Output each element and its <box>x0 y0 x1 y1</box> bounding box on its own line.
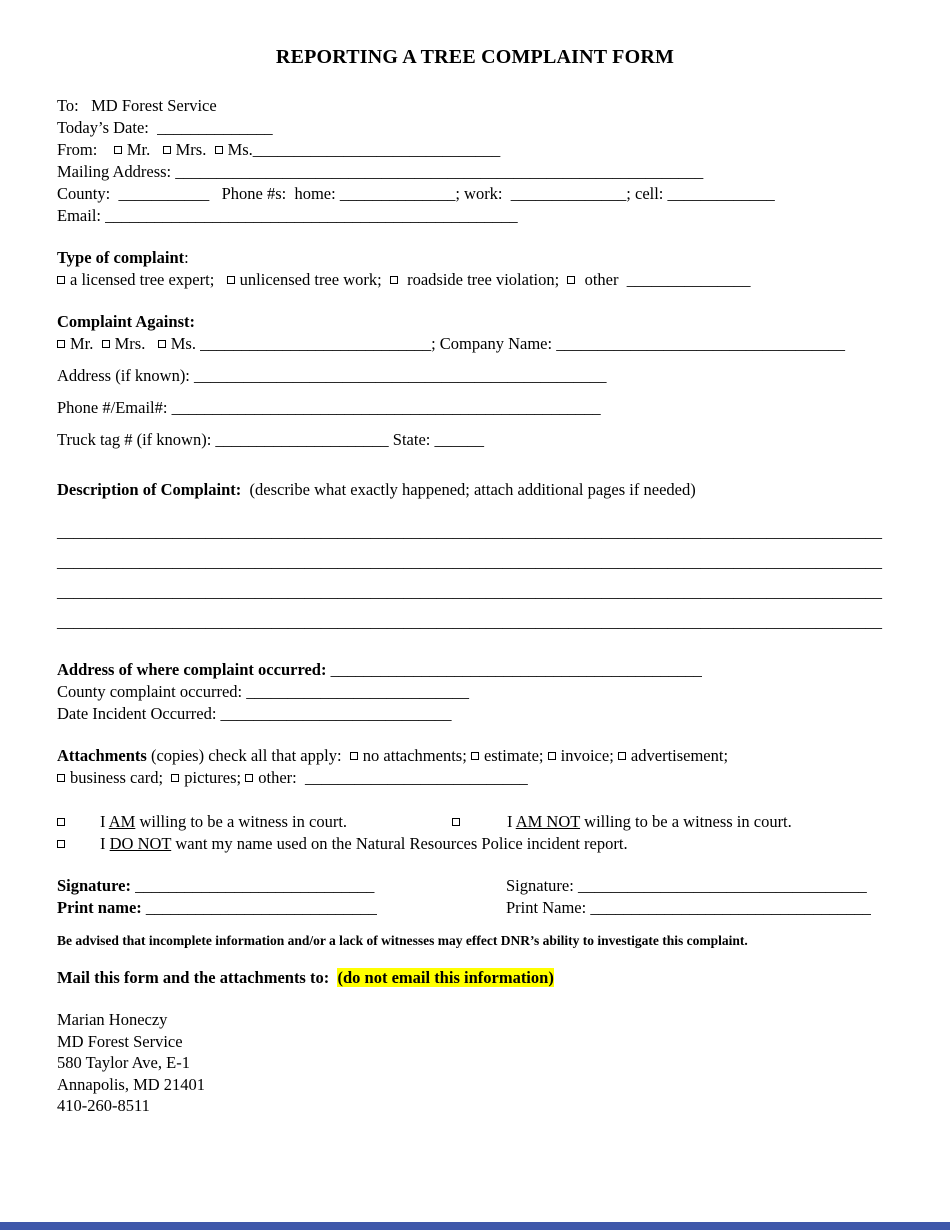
print-name-left-label: Print name: <box>57 898 146 917</box>
county-label: County: <box>57 184 119 203</box>
cell-phone-field[interactable]: _____________ <box>667 184 775 203</box>
form-title: REPORTING A TREE COMPLAINT FORM <box>275 46 675 68</box>
company-name-label: ; Company Name: <box>431 334 557 353</box>
business-card-checkbox[interactable] <box>57 774 65 782</box>
complaint-against-heading <box>57 311 893 333</box>
attachments-other-checkbox[interactable] <box>245 774 253 782</box>
attachments-line-2 <box>57 767 893 789</box>
incident-date-label: Date Incident Occurred: <box>57 704 221 723</box>
to-line <box>57 95 893 117</box>
attachments-other-label: other: <box>258 768 305 787</box>
contact-org <box>57 1031 893 1053</box>
estimate-checkbox[interactable] <box>471 752 479 760</box>
work-phone-label: ; work: <box>455 184 511 203</box>
description-heading-label: Description of Complaint: <box>57 480 242 499</box>
contact-name <box>57 1009 893 1031</box>
donot-post-label: want my name used on the Natural Resources Police incident report. <box>171 834 628 853</box>
against-address-label: Address (if known): <box>57 366 195 385</box>
do-not-email-highlight: (do not email this information) <box>337 968 554 987</box>
occurrence-address-field[interactable]: _____________________________________________ <box>330 660 702 679</box>
occurrence-county-field[interactable]: ___________________________ <box>246 682 469 701</box>
do-not-use-name-line <box>57 833 893 855</box>
work-phone-field[interactable]: ______________ <box>510 184 627 203</box>
occurrence-address-label: Address of where complaint occurred: <box>57 660 331 679</box>
occurrence-county-label: County complaint occurred: <box>57 682 247 701</box>
invoice-label: invoice; <box>560 746 618 765</box>
against-ms-checkbox[interactable] <box>158 340 166 348</box>
company-name-field[interactable]: ___________________________________ <box>556 334 845 353</box>
mailing-address-label: Mailing Address: <box>57 162 176 181</box>
type-options-line <box>57 269 893 291</box>
county-phones-line <box>57 183 893 205</box>
against-ms-label: Ms. <box>170 334 201 353</box>
attachments-line-1 <box>57 745 893 767</box>
description-line-1[interactable] <box>57 517 893 547</box>
from-ms-checkbox[interactable] <box>215 146 223 154</box>
contact-street <box>57 1052 893 1074</box>
mailing-address-block <box>57 1009 893 1117</box>
mail-instruction-line <box>57 967 893 989</box>
against-phone-label: Phone #/Email#: <box>57 398 172 417</box>
home-phone-field[interactable]: ______________ <box>339 184 456 203</box>
description-heading-line <box>57 479 893 501</box>
pictures-label: pictures; <box>184 768 246 787</box>
description-rule-4: ____________________________________________________________________________________________________ <box>57 612 882 631</box>
contact-name-text: Marian Honeczy <box>57 1010 168 1029</box>
witness-line <box>57 811 893 833</box>
truck-tag-field[interactable]: _____________________ <box>215 430 389 449</box>
state-field[interactable]: ______ <box>434 430 484 449</box>
estimate-label: estimate; <box>483 746 548 765</box>
invoice-checkbox[interactable] <box>548 752 556 760</box>
advertisement-label: advertisement; <box>630 746 729 765</box>
licensed-expert-checkbox[interactable] <box>57 276 65 284</box>
description-rule-3: ____________________________________________________________________________________________________ <box>57 582 882 601</box>
amnot-pre-label: I <box>507 812 516 831</box>
roadside-violation-checkbox[interactable] <box>390 276 398 284</box>
print-name-right-label: Print Name: <box>506 898 591 917</box>
type-heading-colon: : <box>184 248 189 267</box>
description-line-2[interactable] <box>57 547 893 577</box>
truck-tag-line <box>57 429 893 451</box>
signature-right-label: Signature: <box>506 876 578 895</box>
attachments-other-field[interactable]: ___________________________ <box>304 768 528 787</box>
incident-date-field[interactable]: ____________________________ <box>220 704 452 723</box>
against-mr-checkbox[interactable] <box>57 340 65 348</box>
against-phone-line <box>57 397 893 419</box>
county-field[interactable]: ___________ <box>118 184 210 203</box>
type-of-complaint-heading <box>57 247 893 269</box>
print-name-field-right[interactable]: __________________________________ <box>590 898 871 917</box>
advisory-notice <box>57 931 893 951</box>
witness-am-segment <box>57 811 452 833</box>
from-line <box>57 139 893 161</box>
today-date-field[interactable]: ______________ <box>157 118 273 137</box>
print-name-row <box>57 897 893 919</box>
attachments-intro: (copies) check all that apply: <box>146 746 350 765</box>
state-label: State: <box>388 430 435 449</box>
print-left-segment <box>57 897 506 919</box>
contact-city-text: Annapolis, MD 21401 <box>57 1074 206 1094</box>
from-mr-checkbox[interactable] <box>114 146 122 154</box>
complaint-against-heading-label: Complaint Against: <box>57 312 195 331</box>
description-hint: (describe what exactly happened; attach additional pages if needed) <box>241 480 696 499</box>
type-other-checkbox[interactable] <box>567 276 575 284</box>
against-name-line <box>57 333 893 355</box>
type-heading-label: Type of complaint <box>57 248 185 267</box>
against-mrs-checkbox[interactable] <box>102 340 110 348</box>
advertisement-checkbox[interactable] <box>618 752 626 760</box>
attachments-heading-label: Attachments <box>57 746 147 765</box>
occurrence-address-line <box>57 659 893 681</box>
mail-instruction-label: Mail this form and the attachments to <box>57 968 324 987</box>
roadside-violation-label: roadside tree violation; <box>402 270 568 289</box>
signature-row <box>57 875 893 897</box>
signature-left-segment <box>57 875 506 897</box>
contact-city <box>57 1074 893 1096</box>
from-label: From: <box>57 140 114 159</box>
unlicensed-work-checkbox[interactable] <box>227 276 235 284</box>
phones-home-label: Phone #s: home: <box>209 184 340 203</box>
bottom-blue-bar <box>0 1222 950 1230</box>
amnot-word-label: AM NOT <box>515 812 581 831</box>
signature-left-label: Signature: <box>57 876 136 895</box>
am-not-witness-checkbox[interactable] <box>452 818 460 826</box>
type-other-field[interactable]: _______________ <box>626 270 751 289</box>
mailing-address-line <box>57 161 893 183</box>
donot-word-label: DO NOT <box>109 834 172 853</box>
against-mr-label: Mr. <box>70 334 102 353</box>
today-date-label: Today’s Date: <box>57 118 158 137</box>
am-pre-label: I <box>100 812 109 831</box>
to-label: To: MD Forest Service <box>57 96 217 115</box>
description-line-4[interactable] <box>57 607 893 637</box>
pictures-checkbox[interactable] <box>171 774 179 782</box>
contact-street-text: 580 Taylor Ave, E-1 <box>57 1053 190 1072</box>
from-mrs-checkbox[interactable] <box>163 146 171 154</box>
signature-field-right[interactable]: ___________________________________ <box>577 876 867 895</box>
unlicensed-work-label: unlicensed tree work; <box>239 270 390 289</box>
from-name-field[interactable]: ______________________________ <box>252 140 501 159</box>
against-phone-email-field[interactable]: ____________________________________________________ <box>171 398 601 417</box>
from-mrs-label: Mrs. <box>175 140 215 159</box>
email-label: Email: <box>57 206 106 225</box>
incident-date-line <box>57 703 893 725</box>
against-mrs-label: Mrs. <box>114 334 158 353</box>
advisory-notice-text: Be advised that incomplete information and/or a lack of witnesses may effect DNR’s ability to investigate this complaint. <box>57 933 748 948</box>
date-line <box>57 117 893 139</box>
description-rule-1: ____________________________________________________________________________________________________ <box>57 522 882 541</box>
signature-field-left[interactable]: _____________________________ <box>135 876 375 895</box>
mailing-address-field[interactable]: ________________________________________________________________ <box>175 162 704 181</box>
contact-org-text: MD Forest Service <box>57 1031 183 1051</box>
truck-tag-label: Truck tag # (if known): <box>57 430 216 449</box>
licensed-expert-label: a licensed tree expert; <box>70 270 227 289</box>
do-not-use-name-checkbox[interactable] <box>57 840 65 848</box>
donot-pre-label: I <box>100 834 110 853</box>
mail-instruction-colon: : <box>323 968 338 987</box>
email-line <box>57 205 893 227</box>
from-mr-label: Mr. <box>126 140 163 159</box>
description-line-3[interactable] <box>57 577 893 607</box>
am-post-label: willing to be a witness in court. <box>135 812 348 831</box>
amnot-post-label: willing to be a witness in court. <box>580 812 792 831</box>
contact-phone-text: 410-260-8511 <box>57 1096 150 1115</box>
type-other-label: other <box>580 270 627 289</box>
against-name-field[interactable]: ____________________________ <box>200 334 432 353</box>
business-card-label: business card; <box>70 768 172 787</box>
am-word-label: AM <box>108 812 136 831</box>
no-attachments-checkbox[interactable] <box>350 752 358 760</box>
against-address-line <box>57 365 893 387</box>
occurrence-county-line <box>57 681 893 703</box>
print-name-field-left[interactable]: ____________________________ <box>145 898 377 917</box>
no-attachments-label: no attachments; <box>362 746 471 765</box>
from-ms-label: Ms. <box>227 140 253 159</box>
description-rule-2: ____________________________________________________________________________________________________ <box>57 552 882 571</box>
against-address-field[interactable]: __________________________________________________ <box>194 366 607 385</box>
contact-phone <box>57 1095 893 1117</box>
cell-phone-label: ; cell: <box>626 184 668 203</box>
am-witness-checkbox[interactable] <box>57 818 65 826</box>
email-field[interactable]: __________________________________________________ <box>105 206 518 225</box>
